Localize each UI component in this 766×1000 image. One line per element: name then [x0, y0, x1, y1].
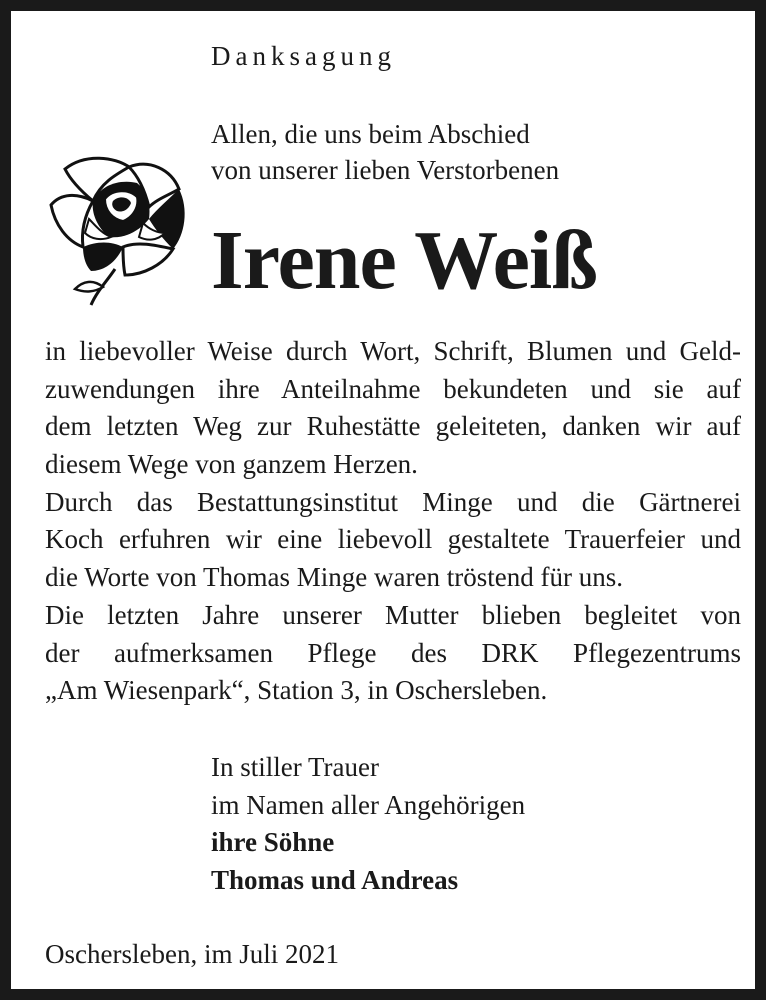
- body-text: [45, 333, 741, 710]
- body-line: dem letzten Weg zur Ruhestätte geleiteten, danken wir auf: [45, 411, 741, 442]
- body-line: diesem Wege von ganzem Herzen.: [45, 449, 418, 480]
- body-line: der aufmerksamen Pflege des DRK Pflegezentrums: [45, 637, 741, 668]
- intro-line: von unserer lieben Verstorbenen: [211, 155, 560, 185]
- body-line: Durch das Bestattungsinstitut Minge und die Gärtnerei: [45, 486, 741, 517]
- rose-icon: [45, 149, 193, 307]
- body-line: Koch erfuhren wir eine liebevoll gestaltete Trauerfeier und: [45, 524, 741, 555]
- body-line: in liebevoller Weise durch Wort, Schrift, Blumen und Geld-: [45, 336, 741, 366]
- body-line: „Am Wiesenpark“, Station 3, in Oschersleben.: [45, 675, 548, 706]
- deceased-name: Irene Weiß: [211, 214, 597, 307]
- intro-text: [211, 116, 559, 188]
- body-line: zuwendungen ihre Anteilnahme bekundeten und sie auf: [45, 373, 741, 404]
- sign-bold-line: Thomas und Andreas: [211, 864, 459, 895]
- body-line: Die letzten Jahre unserer Mutter blieben begleitet von: [45, 599, 741, 630]
- signature-block: [211, 749, 525, 899]
- intro-line: Allen, die uns beim Abschied: [211, 119, 530, 149]
- heading: Danksagung: [211, 41, 396, 71]
- place-date: Oschersleben, im Juli 2021: [45, 939, 339, 969]
- sign-line: In stiller Trauer: [211, 752, 379, 782]
- sign-line: im Namen aller Angehörigen: [211, 789, 526, 820]
- sign-bold-line: ihre Söhne: [211, 827, 335, 857]
- body-line: die Worte von Thomas Minge waren tröstend für uns.: [45, 562, 623, 593]
